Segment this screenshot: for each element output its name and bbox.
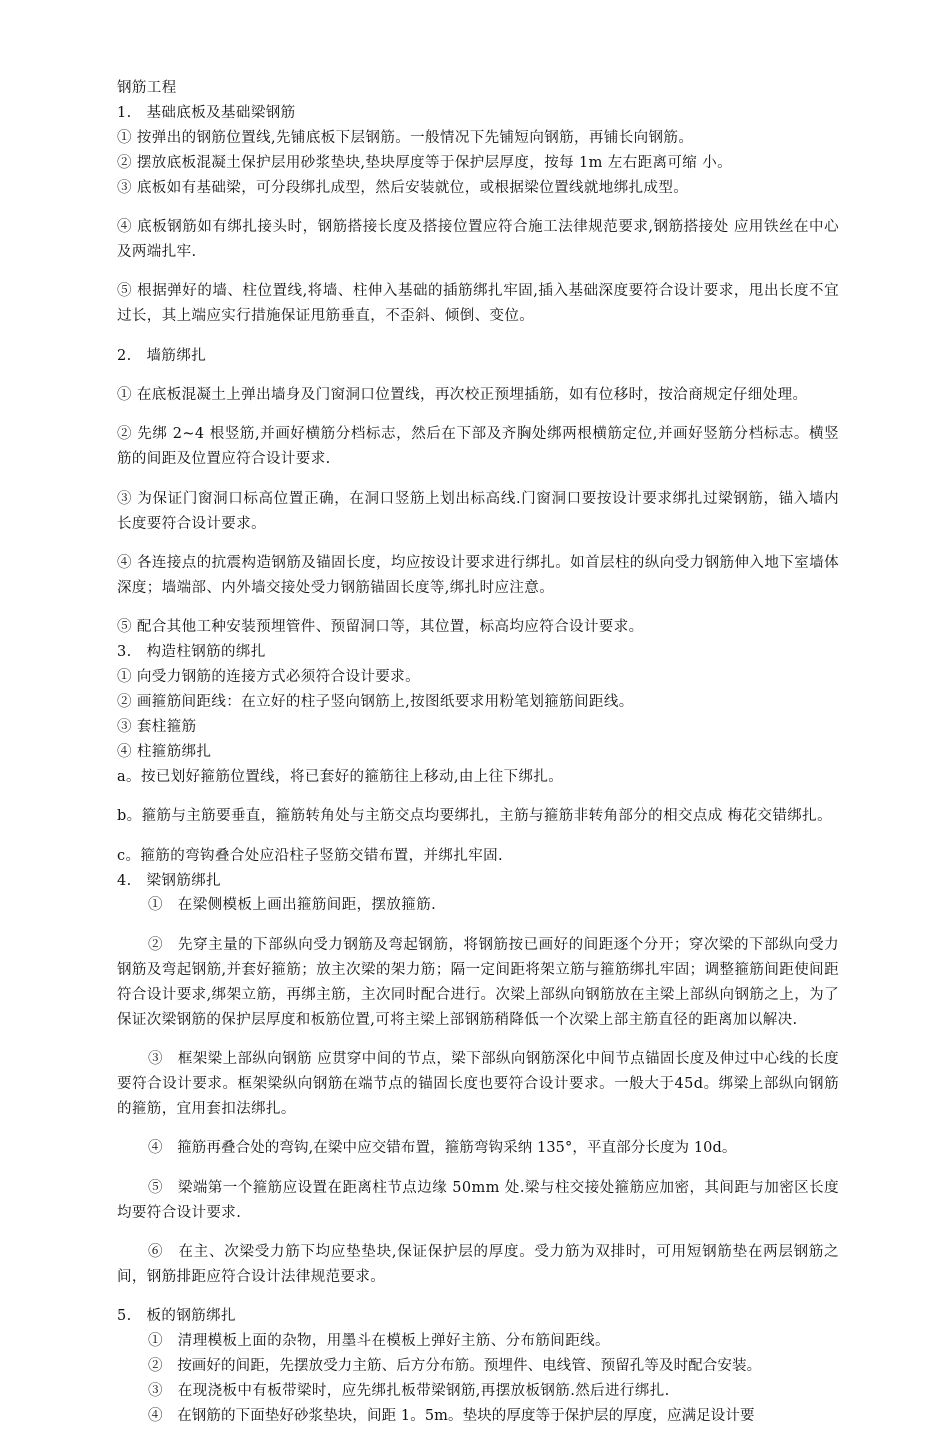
paragraph: ② 画箍筋间距线：在立好的柱子竖向钢筋上,按图纸要求用粉笔划箍筋间距线。 [117,694,634,711]
paragraph: ⑤ 梁端第一个箍筋应设置在距离柱节点边缘 50mm 处.梁与柱交接处箍筋应加密，其间距与加密区长度均要符合设计要求. [117,1179,839,1221]
paragraph: ④ 在钢筋的下面垫好砂浆垫块，间距 1。5m。垫块的厚度等于保护层的厚度，应满足设计要 [148,1407,755,1424]
paragraph: ② 摆放底板混凝土保护层用砂浆垫块,垫块厚度等于保护层厚度，按每 1m 左右距离可缩 小。 [117,154,733,171]
paragraph: ⑤ 根据弹好的墙、柱位置线,将墙、柱伸入基础的插筋绑扎牢固,插入基础深度要符合设计要求，甩出长度不宜过长，其上端应实行措施保证甩筋垂直，不歪斜、倾倒、变位。 [117,283,839,325]
document-page [117,76,839,1429]
paragraph: ③ 为保证门窗洞口标高位置正确，在洞口竖筋上划出标高线.门窗洞口要按设计要求绑扎过梁钢筋，锚入墙内长度要符合设计要求。 [117,490,839,532]
paragraph: ④ 各连接点的抗震构造钢筋及锚固长度，均应按设计要求进行绑扎。如首层柱的纵向受力钢筋伸入地下室墙体深度；墙端部、内外墙交接处受力钢筋锚固长度等,绑扎时应注意。 [117,555,839,596]
paragraph: ④ 柱箍筋绑扎 [117,743,212,760]
paragraph: ③ 在现浇板中有板带梁时，应先绑扎板带梁钢筋,再摆放板钢筋.然后进行绑扎. [148,1382,670,1399]
paragraph: ④ 底板钢筋如有绑扎接头时，钢筋搭接长度及搭接位置应符合施工法律规范要求,钢筋搭接处 应用铁丝在中心及两端扎牢. [117,219,839,260]
section-heading: 5. 板的钢筋绑扎 [117,1308,236,1325]
paragraph: ③ 框架梁上部纵向钢筋 应贯穿中间的节点，梁下部纵向钢筋深化中间节点锚固长度及伸过中心线的长度要符合设计要求。框架梁纵向钢筋在端节点的锚固长度也要符合设计要求。一般大于45d。绑梁上部纵向钢筋的箍筋，宜用套扣法绑扎。 [117,1051,839,1117]
paragraph: ③ 套柱箍筋 [117,719,197,736]
paragraph: ② 先绑 2~4 根竖筋,并画好横筋分档标志，然后在下部及齐胸处绑两根横筋定位,并画好竖筋分档标志。横竖筋的间距及位置应符合设计要求. [117,426,839,468]
paragraph: a。按已划好箍筋位置线，将已套好的箍筋往上移动,由上往下绑扎。 [117,768,564,785]
section-heading: 4. 梁钢筋绑扎 [117,872,222,889]
paragraph: ① 向受力钢筋的连接方式必须符合设计要求。 [117,669,421,686]
paragraph: ① 清理模板上面的杂物，用墨斗在模板上弹好主筋、分布筋间距线。 [148,1333,610,1350]
paragraph: ③ 底板如有基础梁，可分段绑扎成型，然后安装就位，或根据梁位置线就地绑扎成型。 [117,179,689,196]
document-title: 钢筋工程 [117,80,177,96]
paragraph: ② 先穿主量的下部纵向受力钢筋及弯起钢筋，将钢筋按已画好的间距逐个分开；穿次梁的下部纵向受力钢筋及弯起钢筋,并套好箍筋；放主次梁的架力筋；隔一定间距将架立筋与箍筋绑扎牢固；调整箍筋间距使间距符合设计要求,绑架立筋，再绑主筋，主次同时配合进行。次梁上部纵向钢筋放在主梁上部纵向钢筋之上，为了保证次梁钢筋的保护层厚度和板筋位置,可将主梁上部钢筋稍降低一个次梁上部主筋直径的距离加以解决. [117,936,839,1028]
paragraph: ④ 箍筋再叠合处的弯钩,在梁中应交错布置，箍筋弯钩采纳 135°，平直部分长度为 10d。 [148,1140,737,1157]
paragraph: ① 按弹出的钢筋位置线,先铺底板下层钢筋。一般情况下先铺短向钢筋，再铺长向钢筋。 [117,129,694,146]
paragraph: ① 在梁侧模板上画出箍筋间距，摆放箍筋. [148,897,437,914]
paragraph: ① 在底板混凝土上弹出墙身及门窗洞口位置线，再次校正预埋插筋，如有位移时，按洽商规定仔细处理。 [117,387,808,404]
section-heading: 1. 基础底板及基础梁钢筋 [117,104,296,121]
paragraph: c。箍筋的弯钩叠合处应沿柱子竖筋交错布置，并绑扎牢固. [117,847,504,864]
paragraph: b。箍筋与主筋要垂直，箍筋转角处与主筋交点均要绑扎，主筋与箍筋非转角部分的相交点成 梅花交错绑扎。 [117,808,832,825]
section-heading: 3. 构造柱钢筋的绑扎 [117,644,266,661]
paragraph: ⑤ 配合其他工种安装预埋管件、预留洞口等，其位置，标高均应符合设计要求。 [117,619,644,636]
paragraph: ② 按画好的间距，先摆放受力主筋、后方分布筋。预埋件、电线管、预留孔等及时配合安装。 [148,1358,762,1375]
section-heading: 2. 墙筋绑扎 [117,347,207,364]
paragraph: ⑥ 在主、次梁受力筋下均应垫垫块,保证保护层的厚度。受力筋为双排时，可用短钢筋垫在两层钢筋之间，钢筋排距应符合设计法律规范要求。 [117,1243,839,1285]
